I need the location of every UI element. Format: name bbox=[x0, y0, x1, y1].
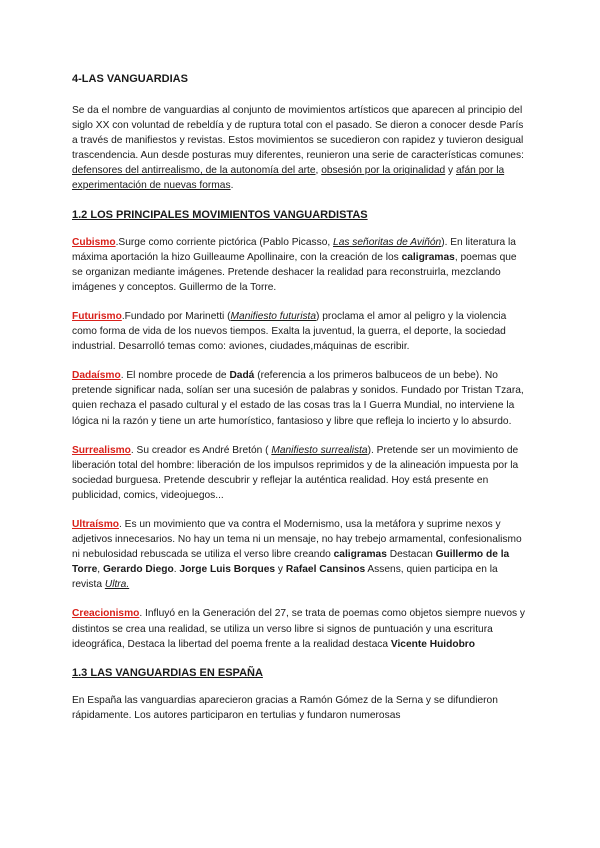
movement-name-surrealismo: Surrealismo bbox=[72, 444, 131, 456]
intro-feature-3: afán por la experimentación de nuevas formas bbox=[72, 165, 505, 192]
cubismo-text-3: , poemas que se organizan mediante imágenes. Pretende deshacer la realidad para reconstruirla, mezclando imágenes y conceptos. Guillermo de la Torre. bbox=[72, 251, 517, 293]
dadaismo-bold-term: Dadá bbox=[229, 370, 255, 382]
ultraismo-bold-5: Rafael Cansinos bbox=[285, 564, 366, 576]
cubismo-bold-term: caligramas bbox=[401, 251, 455, 263]
ultraismo-bold-3: Gerardo Diego bbox=[102, 564, 174, 576]
movement-dadaismo bbox=[72, 368, 530, 428]
futurismo-text-2: ) proclama el amor al peligro y la violencia como forma de vida de los nuevos tiempos. Exalta la juventud, la guerra, el deporte, la sociedad industrial. Desarrolló temas como: aviones, ciudades,máquinas de escribir. bbox=[72, 310, 507, 353]
movement-name-dadaismo: Dadaísmo bbox=[72, 370, 121, 382]
surrealismo-text-1: . Su creador es André Bretón ( bbox=[130, 444, 272, 456]
movement-surrealismo bbox=[72, 443, 530, 503]
ultraismo-work-title: Ultra. bbox=[104, 579, 130, 591]
ultraismo-text-3: , bbox=[97, 564, 103, 576]
futurismo-work-title: Manifiesto futurista bbox=[230, 310, 317, 322]
document-page bbox=[72, 62, 530, 737]
intro-text: Se da el nombre de vanguardias al conjunto de movimientos artísticos que aparecen al principio del siglo XX con voluntad de rebeldía y de ruptura total con el pasado. Se dieron a conocer desde París a través de manifiestos y revistas. Estos movimientos se sucedieron con rapidez y tuvieron desigual trascendencia. Aun desde posturas muy diferentes, reunieron una serie de características comunes: bbox=[72, 105, 524, 162]
intro-end: . bbox=[230, 180, 234, 192]
movement-ultraismo bbox=[72, 517, 530, 592]
cubismo-text-2: ). En literatura la máxima aportación la hizo Guilleaume Apollinaire, con la creación de los bbox=[72, 236, 516, 263]
dadaismo-text-1: . El nombre procede de bbox=[120, 370, 230, 382]
cubismo-text-1: .Surge como corriente pictórica (Pablo Picasso, bbox=[115, 236, 334, 248]
intro-feature-2: obsesión por la originalidad bbox=[321, 165, 446, 177]
intro-separator-2: y bbox=[445, 165, 456, 177]
intro-feature-1: defensores del antirrealismo, de la autonomía del arte bbox=[72, 165, 316, 177]
movement-name-futurismo: Futurismo bbox=[72, 310, 122, 322]
intro-paragraph bbox=[72, 103, 530, 194]
ultraismo-bold-4: Jorge Luis Borques bbox=[179, 564, 276, 576]
ultraismo-bold-2: Guillermo de la Torre bbox=[72, 549, 510, 576]
movement-name-cubismo: Cubismo bbox=[72, 236, 116, 248]
creacionismo-bold-term: Vicente Huidobro bbox=[390, 638, 475, 650]
movement-name-creacionismo: Creacionismo bbox=[72, 608, 140, 620]
ultraismo-text-5: y bbox=[275, 564, 286, 576]
cubismo-work-title: Las señoritas de Aviñón bbox=[333, 236, 442, 248]
ultraismo-text-4: . bbox=[173, 564, 180, 576]
creacionismo-text-1: . Influyó en la Generación del 27, se trata de poemas como objetos siempre nuevos y distintos se crea una realidad, se utiliza un verso libre si signos de puntuación y una escritura ideográfica, Destaca la libertad del poema frente a la realidad destaca bbox=[72, 608, 526, 650]
intro-separator-1: , bbox=[315, 165, 322, 177]
ultraismo-text-6: Assens, quien participa en la revista bbox=[72, 564, 498, 591]
page-title: 4-LAS VANGUARDIAS bbox=[72, 73, 188, 85]
surrealismo-work-title: Manifiesto surrealista bbox=[271, 444, 368, 456]
ultraismo-bold-1: caligramas bbox=[333, 549, 387, 561]
surrealismo-text-2: ). Pretende ser un movimiento de liberación total del hombre: liberación de los impulsos reprimidos y de la alineación impuesta por la sociedad burguesa. Pretende descubrir y reflejar la auténtica realidad. Hoy está presente en publicidad, comics, videojuegos... bbox=[72, 444, 519, 501]
dadaismo-text-2: (referencia a los primeros balbuceos de un bebe). No pretende significar nada, solían ser una sucesión de palabras y sonidos. Fundado por Tristan Tzara, quien rechaza el pasado cultural y el estado de las cosas tras la I Guerra Mundial, no interviene la lógica ni la razón y tiene un arte humorístico, fantasioso y libre que refleja lo incierto y lo absurdo. bbox=[72, 370, 524, 427]
movement-futurismo bbox=[72, 309, 530, 354]
futurismo-text-1: .Fundado por Marinetti ( bbox=[121, 310, 231, 322]
movement-cubismo bbox=[72, 235, 530, 295]
section-heading-spain: 1.3 LAS VANGUARDIAS EN ESPAÑA bbox=[72, 666, 263, 679]
movement-name-ultraismo: Ultraísmo bbox=[72, 518, 119, 530]
section-heading-movements: 1.2 LOS PRINCIPALES MOVIMIENTOS VANGUARDISTAS bbox=[72, 208, 368, 221]
ultraismo-text-1: . Es un movimiento que va contra el Modernismo, usa la metáfora y suprime nexos y adjetivos innecesarios. No hay un tema ni un mensaje, no hay trebejo armamental, confesionalismo ni nebulosidad rebuscada se utiliza el verso libre creando bbox=[72, 518, 522, 561]
movement-creacionismo bbox=[72, 606, 530, 651]
ultraismo-text-2: Destacan bbox=[386, 549, 436, 561]
spain-paragraph: En España las vanguardias aparecieron gracias a Ramón Gómez de la Serna y se difundieron rápidamente. Los autores participaron en tertulias y fundaron numerosas bbox=[72, 694, 498, 721]
